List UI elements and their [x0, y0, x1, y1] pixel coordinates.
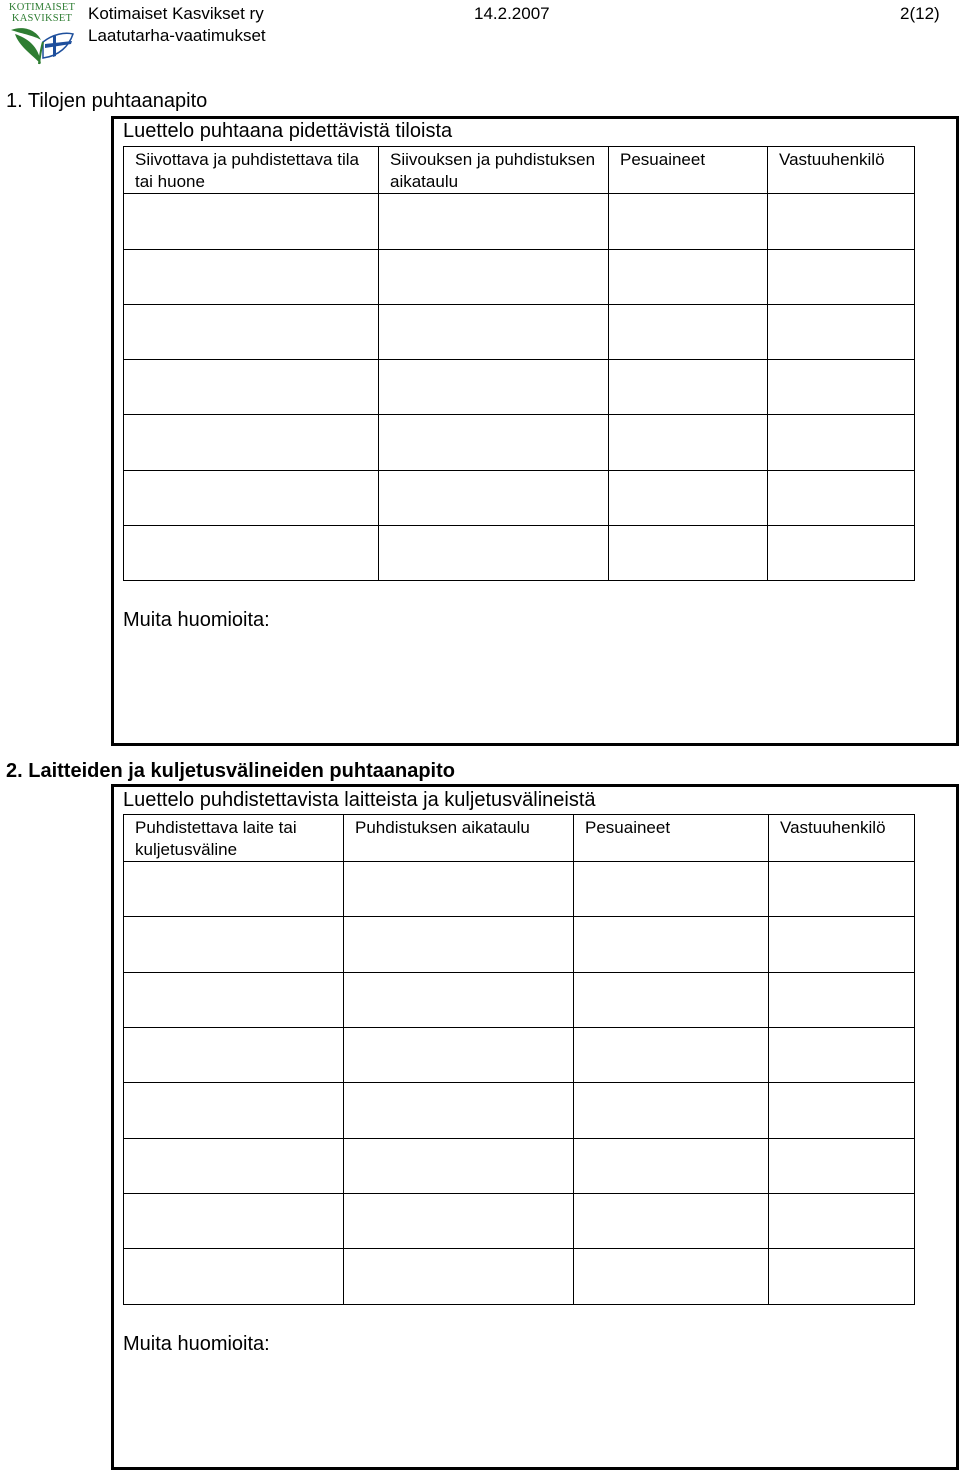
table-cell[interactable]: [344, 1083, 574, 1139]
table-cell[interactable]: [344, 1028, 574, 1083]
table-cell[interactable]: [124, 526, 379, 581]
table-cell[interactable]: [769, 1249, 915, 1305]
column-header: [124, 147, 379, 194]
table-row: [124, 973, 915, 1028]
table-row: [124, 250, 915, 305]
table-row: [124, 1139, 915, 1194]
header-page-number: 2(12): [900, 4, 940, 23]
section2-list-title: Luettelo puhdistettavista laitteista ja kuljetusvälineistä: [123, 789, 596, 811]
table-cell[interactable]: [768, 360, 915, 415]
table-cell[interactable]: [124, 305, 379, 360]
table-cell[interactable]: [769, 1194, 915, 1249]
table-row: [124, 305, 915, 360]
table-cell[interactable]: [769, 862, 915, 917]
table-cell[interactable]: [344, 973, 574, 1028]
table-cell[interactable]: [379, 471, 609, 526]
table-row: [124, 862, 915, 917]
table-row: [124, 1028, 915, 1083]
table-cell[interactable]: [124, 1028, 344, 1083]
column-header: [124, 815, 344, 862]
table-row: [124, 917, 915, 973]
table-cell[interactable]: [609, 250, 768, 305]
table-cell[interactable]: [124, 471, 379, 526]
table-cell[interactable]: [574, 1249, 769, 1305]
section1-title: 1. Tilojen puhtaanapito: [6, 90, 208, 112]
column-header-label: Vastuuhenkilö: [780, 818, 886, 837]
table-cell[interactable]: [609, 526, 768, 581]
table-cell[interactable]: [609, 360, 768, 415]
table-cell[interactable]: [124, 1139, 344, 1194]
logo-text-line2: KASVIKSET: [11, 13, 73, 24]
table-cell[interactable]: [574, 917, 769, 973]
table-cell[interactable]: [379, 305, 609, 360]
table-row: [124, 1083, 915, 1139]
header-date: 14.2.2007: [474, 4, 550, 23]
column-header: [574, 815, 769, 862]
table-cell[interactable]: [379, 415, 609, 471]
section2-notes-label: Muita huomioita:: [123, 1333, 270, 1355]
table-cell[interactable]: [574, 862, 769, 917]
table-cell[interactable]: [124, 917, 344, 973]
table-cell[interactable]: [574, 1194, 769, 1249]
table-header-row: [124, 147, 915, 194]
table-cell[interactable]: [574, 973, 769, 1028]
table-cell[interactable]: [768, 250, 915, 305]
table-cell[interactable]: [124, 415, 379, 471]
table-cell[interactable]: [379, 526, 609, 581]
table-cell[interactable]: [344, 1194, 574, 1249]
table-cell[interactable]: [768, 526, 915, 581]
table-cell[interactable]: [769, 917, 915, 973]
table-cell[interactable]: [124, 862, 344, 917]
table-cell[interactable]: [609, 194, 768, 250]
table-cell[interactable]: [769, 1139, 915, 1194]
header-organization: Kotimaiset Kasvikset ry: [88, 4, 264, 23]
table-cell[interactable]: [574, 1083, 769, 1139]
table-cell[interactable]: [768, 415, 915, 471]
table-cell[interactable]: [574, 1139, 769, 1194]
table-cell[interactable]: [124, 1249, 344, 1305]
column-header-label: Siivottava ja puhdistettava tila tai huone: [135, 150, 359, 191]
table-cell[interactable]: [124, 194, 379, 250]
table-cell[interactable]: [609, 305, 768, 360]
column-header: [609, 147, 768, 194]
column-header: [344, 815, 574, 862]
table-cell[interactable]: [344, 1139, 574, 1194]
table-row: [124, 360, 915, 415]
table-row: [124, 194, 915, 250]
table-cell[interactable]: [769, 1028, 915, 1083]
column-header-label: Pesuaineet: [620, 150, 706, 169]
section2-title: 2. Laitteiden ja kuljetusvälineiden puhtaanapito: [6, 760, 455, 782]
column-header-label: Pesuaineet: [585, 818, 671, 837]
table-cell[interactable]: [124, 250, 379, 305]
table-cell[interactable]: [124, 1083, 344, 1139]
table-cell[interactable]: [574, 1028, 769, 1083]
table-cell[interactable]: [344, 1249, 574, 1305]
column-header: [768, 147, 915, 194]
table-cell[interactable]: [124, 1194, 344, 1249]
table-cell[interactable]: [379, 194, 609, 250]
table-row: [124, 1194, 915, 1249]
table-cell[interactable]: [379, 250, 609, 305]
section1-notes-label: Muita huomioita:: [123, 609, 270, 631]
column-header-label: Puhdistettava laite tai kuljetusväline: [135, 818, 297, 859]
table-cell[interactable]: [768, 471, 915, 526]
table-header-row: [124, 815, 915, 862]
table-cell[interactable]: [379, 360, 609, 415]
logo-text-line1: KOTIMAISET: [8, 2, 76, 13]
table-row: [124, 526, 915, 581]
column-header-label: Siivouksen ja puhdistuksen aikataulu: [390, 150, 596, 191]
table-row: [124, 471, 915, 526]
table-cell[interactable]: [768, 305, 915, 360]
table-cell[interactable]: [609, 415, 768, 471]
column-header: [379, 147, 609, 194]
leaf-flag-icon: [9, 24, 75, 68]
header-subtitle: Laatutarha-vaatimukset: [88, 26, 266, 45]
table-row: [124, 1249, 915, 1305]
column-header-label: Puhdistuksen aikataulu: [355, 818, 530, 837]
column-header: [769, 815, 915, 862]
section1-list-title: Luettelo puhtaana pidettävistä tiloista: [123, 120, 453, 142]
table-cell[interactable]: [344, 917, 574, 973]
table-cell[interactable]: [768, 194, 915, 250]
table-cell[interactable]: [344, 862, 574, 917]
table-row: [124, 415, 915, 471]
section1-table: [123, 146, 915, 581]
table-cell[interactable]: [609, 471, 768, 526]
table-cell[interactable]: [124, 360, 379, 415]
section2-table: [123, 814, 915, 1305]
table-cell[interactable]: [124, 973, 344, 1028]
kotimaiset-kasvikset-logo: [5, 2, 79, 68]
column-header-label: Vastuuhenkilö: [779, 150, 885, 169]
table-cell[interactable]: [769, 1083, 915, 1139]
table-cell[interactable]: [769, 973, 915, 1028]
